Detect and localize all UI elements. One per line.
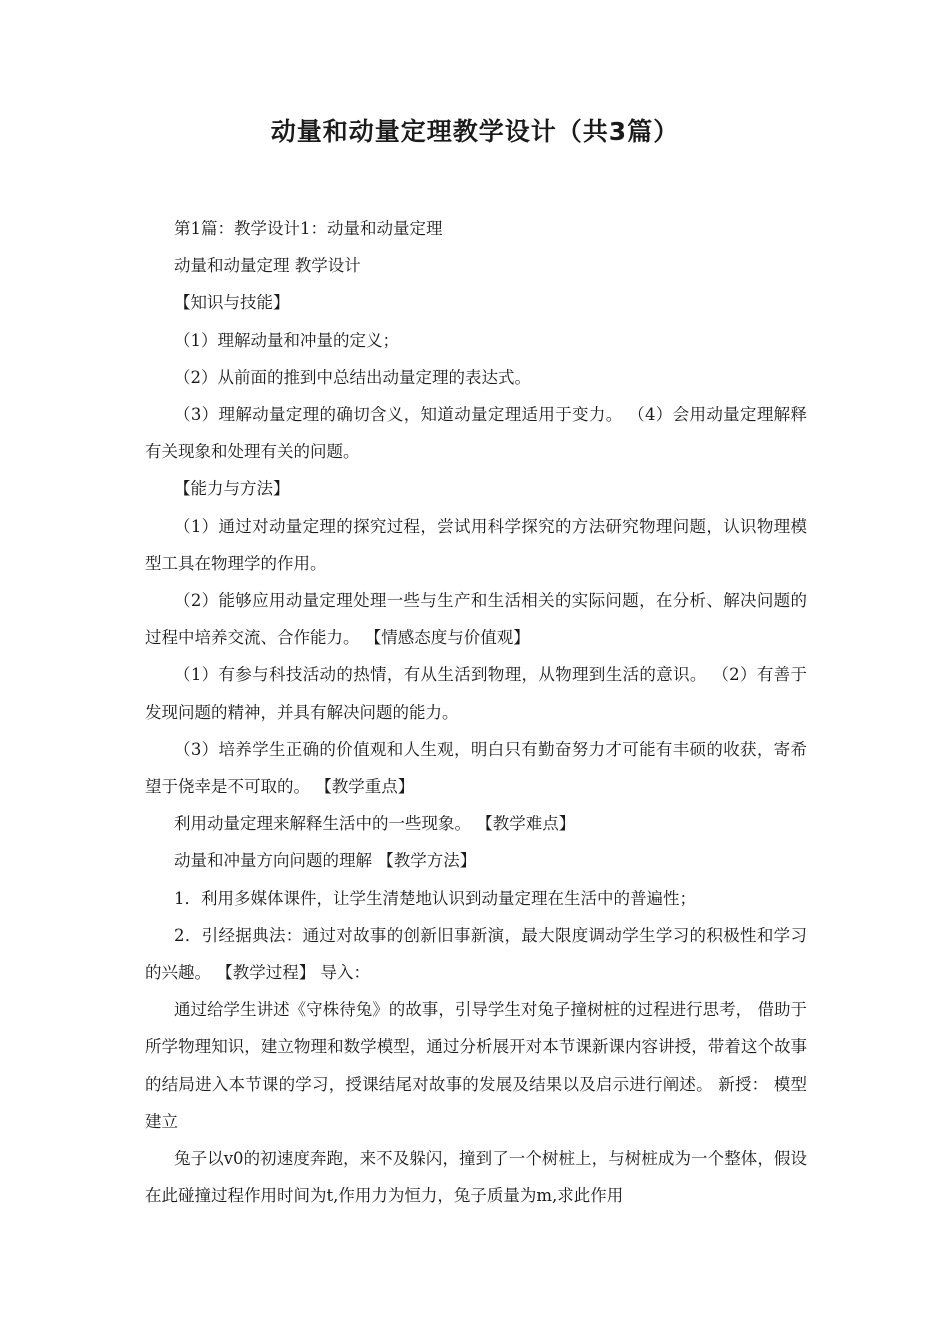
document-body xyxy=(145,210,807,1214)
section-heading-knowledge: 【知识与技能】 xyxy=(174,293,290,313)
paragraph: 2．引经据典法：通过对故事的创新旧事新演，最大限度调动学生学习的积极性和学习的兴趣。 【教学过程】 导入： xyxy=(145,925,807,983)
section-subtitle: 动量和动量定理 教学设计 xyxy=(174,256,361,276)
section-heading-ability: 【能力与方法】 xyxy=(174,479,290,499)
paragraph: 利用动量定理来解释生活中的一些现象。 【教学难点】 xyxy=(174,814,576,834)
paragraph: 动量和冲量方向问题的理解 【教学方法】 xyxy=(174,851,477,871)
paragraph: （1）有参与科技活动的热情，有从生活到物理，从物理到生活的意识。 （2）有善于发现问题的精神，并具有解决问题的能力。 xyxy=(145,665,807,722)
paragraph: 通过给学生讲述《守株待兔》的故事，引导学生对兔子撞树桩的过程进行思考， 借助于所学物理知识，建立物理和数学模型，通过分析展开对本节课新课内容讲授，带着这个故事的结局进入本节课的学习，授课结尾对故事的发展及结果以及启示进行阐述。 新授： 模型建立 xyxy=(145,1000,807,1131)
paragraph: （2）从前面的推到中总结出动量定理的表达式。 xyxy=(174,367,531,387)
paragraph: 兔子以v0的初速度奔跑，来不及躲闪，撞到了一个树桩上，与树桩成为一个整体，假设在此碰撞过程作用时间为t,作用力为恒力，兔子质量为m,求此作用 xyxy=(145,1149,807,1206)
paragraph: 1．利用多媒体课件，让学生清楚地认识到动量定理在生活中的普遍性； xyxy=(174,888,696,908)
paragraph: （3）理解动量定理的确切含义，知道动量定理适用于变力。 （4）会用动量定理解释有关现象和处理有关的问题。 xyxy=(145,405,807,462)
chapter-heading: 第1篇：教学设计1：动量和动量定理 xyxy=(174,219,443,238)
paragraph: （2）能够应用动量定理处理一些与生产和生活相关的实际问题，在分析、解决问题的过程中培养交流、合作能力。 【情感态度与价值观】 xyxy=(145,591,807,648)
paragraph: （1）理解动量和冲量的定义； xyxy=(174,330,399,350)
paragraph: （3）培养学生正确的价值观和人生观，明白只有勤奋努力才可能有丰硕的收获，寄希望于侥幸是不可取的。 【教学重点】 xyxy=(145,739,807,797)
paragraph: （1）通过对动量定理的探究过程，尝试用科学探究的方法研究物理问题，认识物理模型工具在物理学的作用。 xyxy=(145,516,807,573)
document-title: 动量和动量定理教学设计（共3篇） xyxy=(270,117,680,146)
